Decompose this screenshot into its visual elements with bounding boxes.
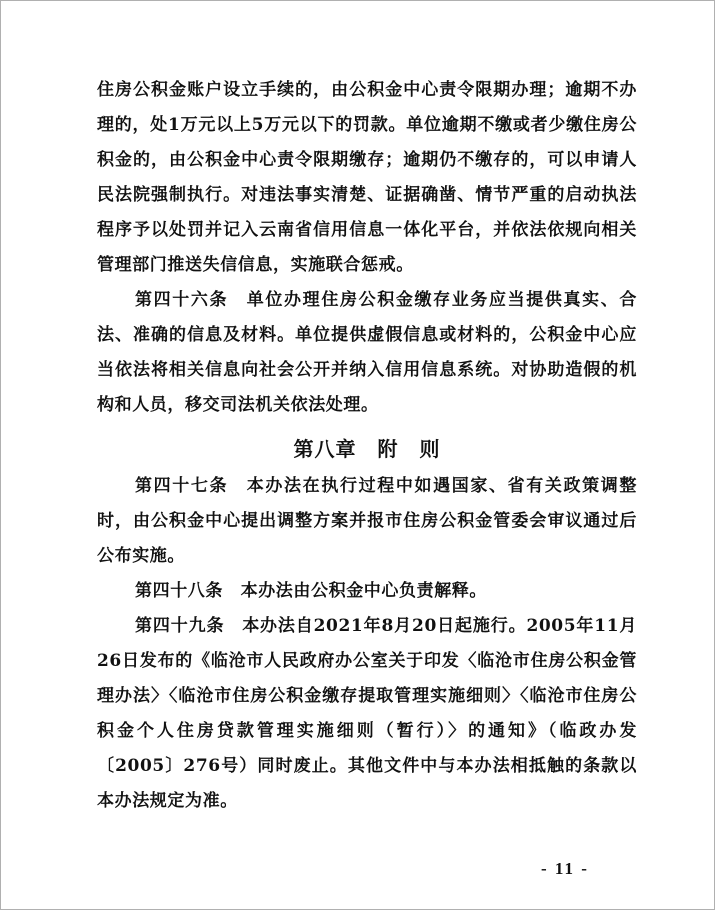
article-48-title: 第四十八条 [135, 581, 223, 601]
article-46 [97, 283, 637, 423]
article-48 [97, 574, 637, 609]
page-number: - 11 - [541, 859, 589, 878]
document-body [97, 73, 637, 819]
article-46-text: 单位办理住房公积金缴存业务应当提供真实、合法、准确的信息及材料。单位提供虚假信息或材料的，公积金中心应当依法将相关信息向社会公开并纳入信用信息系统。对协助造假的机构和人员，移交司法机关依法处理。 [97, 290, 637, 415]
article-49-text: 本办法自2021年8月20日起施行。2005年11月26日发布的《临沧市人民政府办公室关于印发〈临沧市住房公积金管理办法〉〈临沧市住房公积金缴存提取管理实施细则〉〈临沧市住房公积金个人住房贷款管理实施细则（暂行）〉的通知》（临政办发〔2005〕276号）同时废止。其他文件中与本办法相抵触的条款以本办法规定为准。 [97, 616, 638, 811]
article-48-text: 本办法由公积金中心负责解释。 [240, 581, 488, 601]
article-49-title: 第四十九条 [135, 616, 225, 636]
paragraph-text: 住房公积金账户设立手续的，由公积金中心责令限期办理；逾期不办理的，处1万元以上5万元以下的罚款。单位逾期不缴或者少缴住房公积金的，由公积金中心责令限期缴存；逾期仍不缴存的，可以申请人民法院强制执行。对违法事实清楚、证据确凿、情节严重的启动执法程序予以处罚并记入云南省信用信息一体化平台，并依法依规向相关管理部门推送失信信息，实施联合惩戒。 [97, 80, 637, 275]
article-46-title: 第四十六条 [135, 290, 229, 310]
article-47 [97, 469, 637, 574]
paragraph-penalty-continuation [97, 73, 637, 283]
article-47-title: 第四十七条 [135, 476, 229, 496]
article-49 [97, 609, 637, 819]
article-47-text: 本办法在执行过程中如遇国家、省有关政策调整时，由公积金中心提出调整方案并报市住房公积金管委会审议通过后公布实施。 [97, 476, 637, 566]
chapter-heading: 第八章 附 则 [293, 437, 441, 461]
